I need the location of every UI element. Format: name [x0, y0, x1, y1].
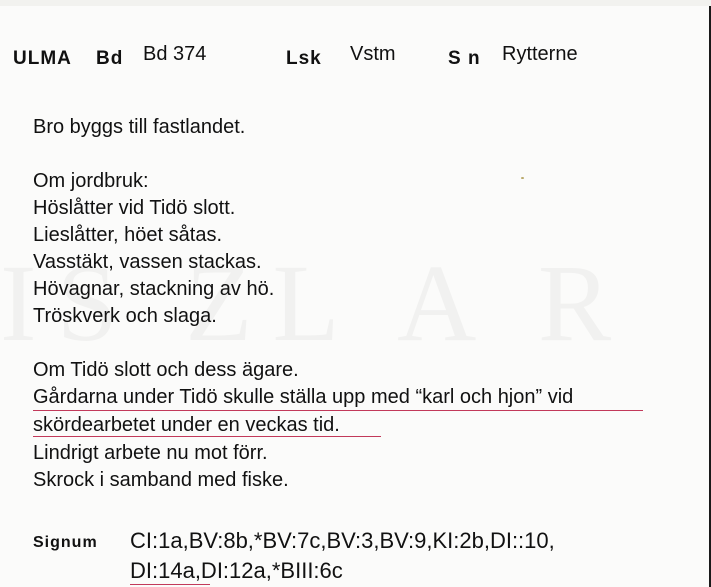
card-top-edge: [0, 0, 711, 6]
bd-value: Bd 374: [143, 43, 207, 65]
body-line-10: skördearbetet under en veckas tid.: [33, 414, 340, 436]
signum-label: Signum: [33, 534, 98, 551]
signum-line-2: DI:14a,DI:12a,*BIII:6c: [130, 558, 343, 583]
paper-speck: [521, 177, 524, 179]
signum-line-1: CI:1a,BV:8b,*BV:7c,BV:3,BV:9,KI:2b,DI::10,: [130, 528, 555, 553]
body-line-11: Lindrigt arbete nu mot förr.: [33, 442, 268, 464]
red-underline-1: [33, 410, 643, 411]
sn-value: Rytterne: [502, 43, 578, 65]
body-line-7: Tröskverk och slaga.: [33, 305, 217, 327]
body-line-6: Hövagnar, stackning av hö.: [33, 278, 275, 300]
body-line-4: Lieslåtter, höet såtas.: [33, 224, 223, 246]
red-underline-2: [33, 436, 381, 437]
body-line-3: Höslåtter vid Tidö slott.: [33, 197, 236, 219]
sn-label: S n: [448, 48, 481, 69]
red-underline-3: [130, 584, 210, 585]
lsk-value: Vstm: [350, 43, 396, 65]
bd-label: Bd: [96, 48, 124, 69]
body-line-2: Om jordbruk:: [33, 170, 149, 192]
lsk-label: Lsk: [286, 48, 322, 69]
body-line-5: Vasstäkt, vassen stackas.: [33, 251, 262, 273]
body-line-8: Om Tidö slott och dess ägare.: [33, 359, 299, 381]
body-line-1: Bro byggs till fastlandet.: [33, 116, 246, 138]
body-line-12: Skrock i samband med fiske.: [33, 469, 289, 491]
ulma-label: ULMA: [13, 48, 72, 69]
body-line-9: Gårdarna under Tidö skulle ställa upp med “karl och hjon” vid: [33, 386, 574, 408]
